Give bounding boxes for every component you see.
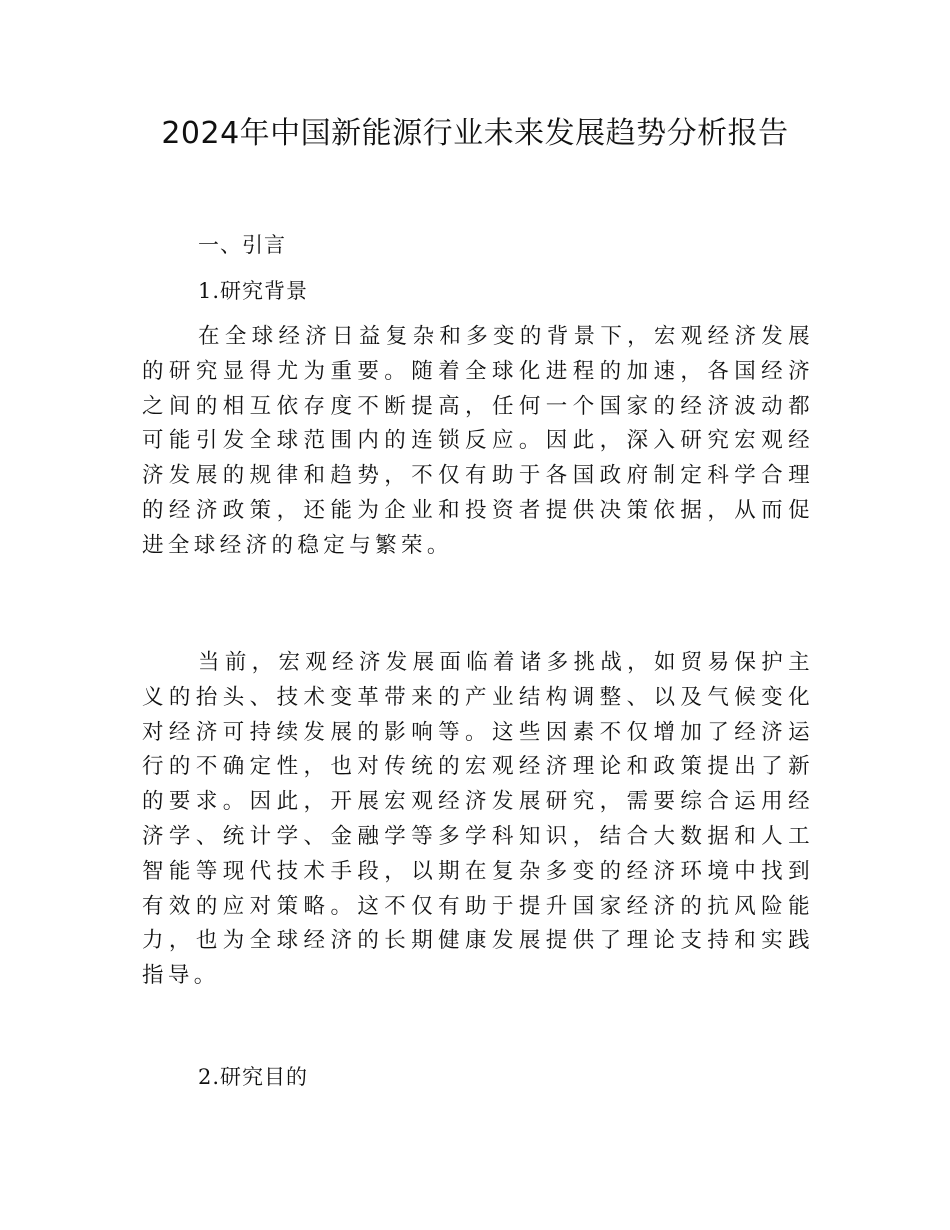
- paragraph-background-2: 当前，宏观经济发展面临着诸多挑战，如贸易保护主义的抬头、技术变革带来的产业结构调整、以及气候变化对经济可持续发展的影响等。这些因素不仅增加了经济运行的不确定性，也对传统的宏观经济理论和政策提出了新的要求。因此，开展宏观经济发展研究，需要综合运用经济学、统计学、金融学等多学科知识，结合大数据和人工智能等现代技术手段，以期在复杂多变的经济环境中找到有效的应对策略。这不仅有助于提升国家经济的抗风险能力，也为全球经济的长期健康发展提供了理论支持和实践指导。: [142, 650, 814, 989]
- subsection-heading-research-purpose: 2.研究目的: [198, 1065, 309, 1089]
- document-title: 2024年中国新能源行业未来发展趋势分析报告: [161, 116, 789, 151]
- paragraph-background-1: 在全球经济日益复杂和多变的背景下，宏观经济发展的研究显得尤为重要。随着全球化进程的加速，各国经济之间的相互依存度不断提高，任何一个国家的经济波动都可能引发全球范围内的连锁反应。因此，深入研究宏观经济发展的规律和趋势，不仅有助于各国政府制定科学合理的经济政策，还能为企业和投资者提供决策依据，从而促进全球经济的稳定与繁荣。: [142, 324, 814, 558]
- section-heading-introduction: 一、引言: [198, 233, 286, 257]
- subsection-heading-research-background: 1.研究背景: [198, 279, 309, 303]
